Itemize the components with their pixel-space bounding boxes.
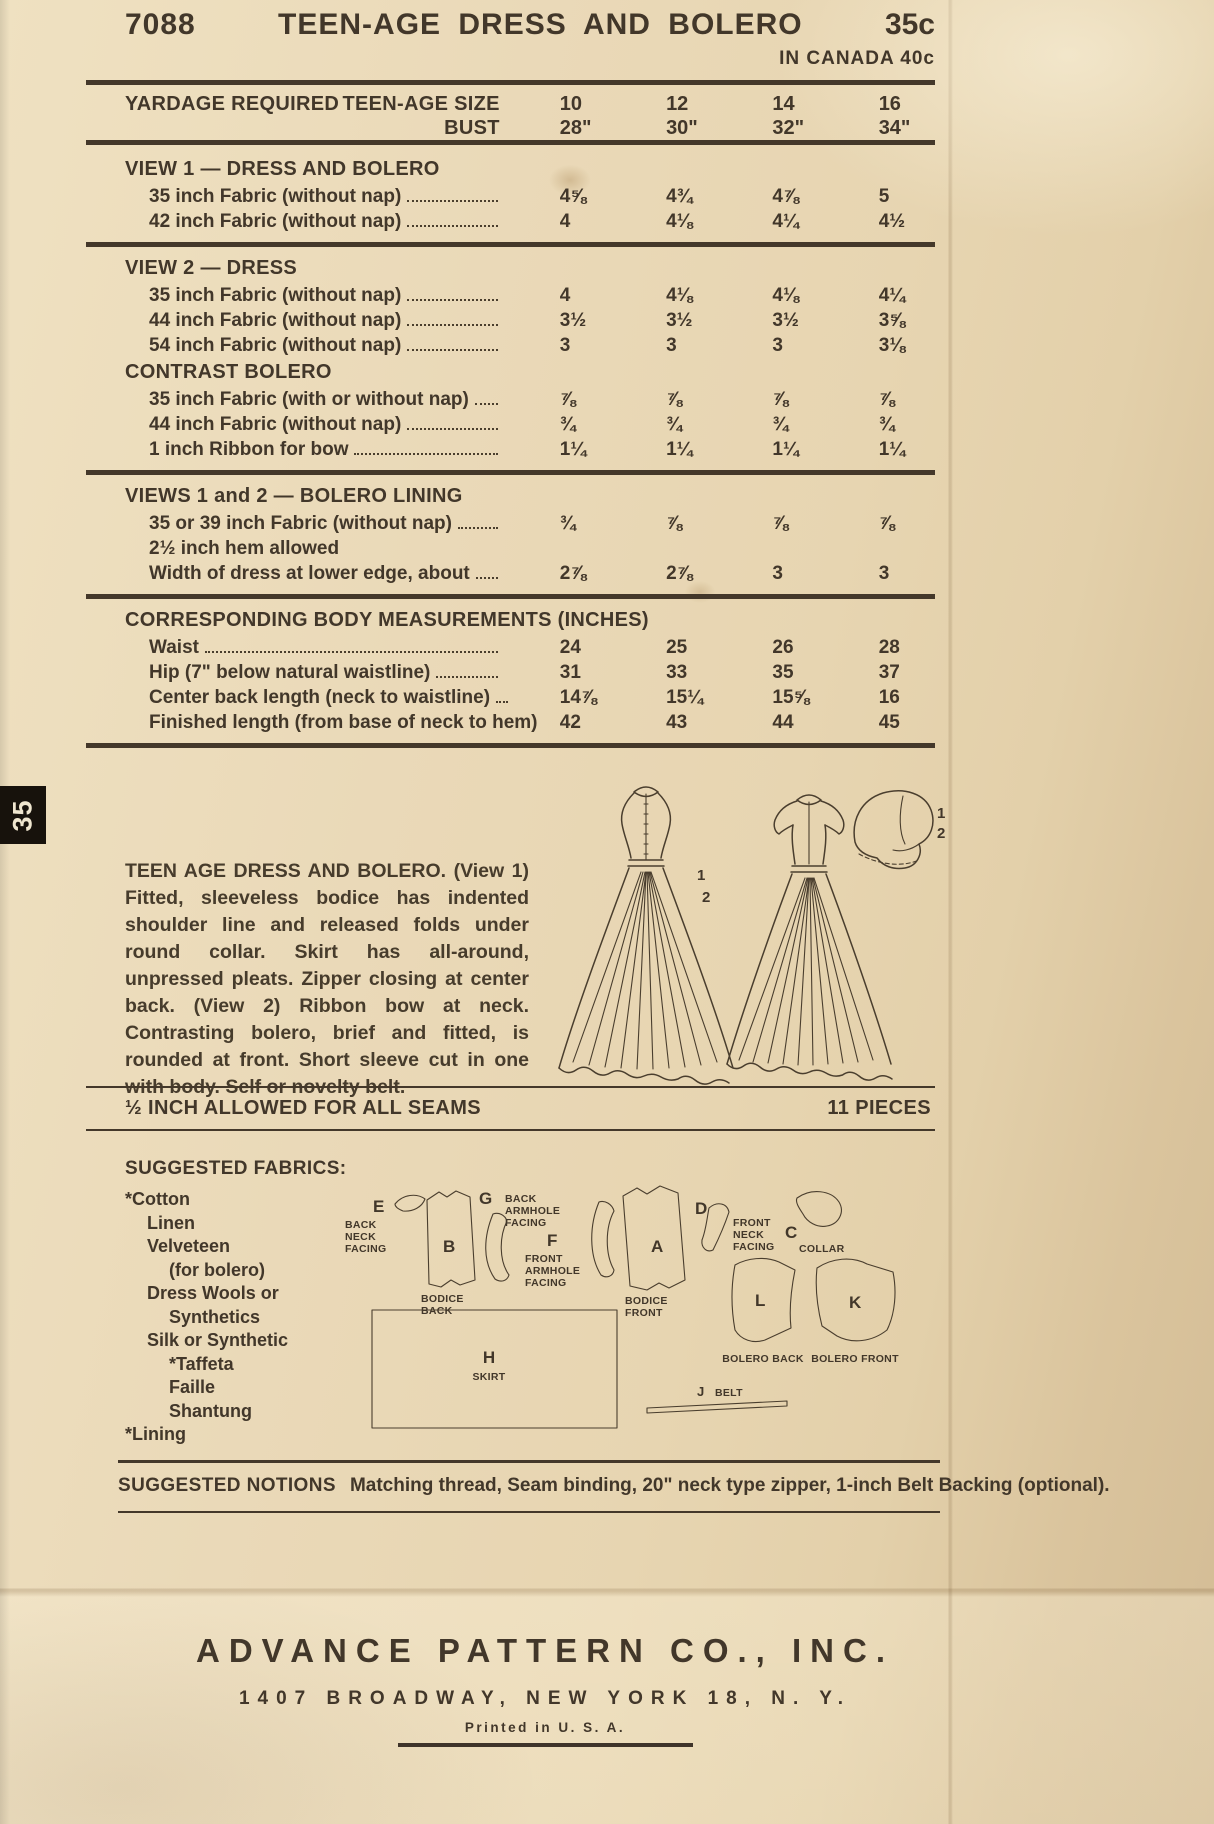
notions-section (118, 1460, 1110, 1513)
svg-text:F: F (547, 1231, 558, 1250)
cell-value: ⅞ (772, 513, 789, 534)
svg-text:BODICE: BODICE (421, 1293, 464, 1305)
cell-value: 28 (878, 637, 900, 658)
svg-text:FACING: FACING (345, 1243, 387, 1255)
cell-value: 3 (559, 335, 571, 356)
cell-value: 45 (878, 712, 900, 733)
size-tab (0, 786, 46, 844)
svg-text:A: A (651, 1237, 664, 1256)
cell-value: 3⅝ (878, 310, 906, 331)
cell-value: 3⅛ (878, 335, 906, 356)
section-title: VIEW 1 — DRESS AND BOLERO (125, 158, 440, 180)
cell-value: 24 (559, 637, 581, 658)
fabric-item: Linen (147, 1212, 195, 1233)
bust-value: 32" (772, 117, 805, 139)
svg-text:BOLERO BACK: BOLERO BACK (722, 1353, 804, 1365)
svg-text:B: B (443, 1237, 456, 1256)
row-label-text: 44 inch Fabric (without nap) (149, 310, 402, 331)
svg-text:BELT: BELT (715, 1387, 743, 1399)
yardage-section (125, 475, 935, 594)
row-label (125, 537, 510, 560)
cell-value: ¾ (772, 414, 789, 435)
svg-text:D: D (695, 1199, 708, 1218)
cell-value: ⅞ (559, 389, 576, 410)
cell-value: ¾ (559, 414, 576, 435)
cell-value: 25 (666, 637, 688, 658)
yardage-section (125, 148, 935, 242)
fabrics-section (125, 1158, 937, 1447)
row-label (125, 334, 510, 357)
cell-value: 3 (772, 335, 783, 356)
cell-value: 3½ (666, 310, 693, 331)
fabrics-heading: SUGGESTED FABRICS: (125, 1158, 347, 1179)
cell-value: 3½ (772, 310, 799, 331)
dotted-leader (496, 701, 508, 703)
row-label-text: Hip (7" below natural waistline) (149, 662, 431, 683)
row-label-text: Finished length (from base of neck to hem) (149, 712, 538, 733)
svg-text:SKIRT: SKIRT (472, 1371, 506, 1383)
svg-text:NECK: NECK (345, 1231, 376, 1243)
cell-value: 4 (559, 211, 571, 232)
footer (0, 1632, 1090, 1747)
svg-text:E: E (373, 1197, 385, 1216)
row-label (125, 388, 510, 411)
svg-text:BACK: BACK (421, 1305, 453, 1317)
yardage-heading: YARDAGE REQUIRED (125, 93, 340, 115)
notions-heading: SUGGESTED NOTIONS (118, 1475, 336, 1496)
fabric-item: *Lining (125, 1424, 186, 1444)
cell-value: 3 (666, 335, 677, 356)
yardage-sections (125, 148, 935, 748)
row-label-text: Center back length (neck to waistline) (149, 687, 491, 708)
piece-e (345, 1195, 425, 1255)
svg-text:BACK: BACK (345, 1219, 377, 1231)
cell-value: 43 (666, 712, 688, 733)
cell-value: 1¼ (878, 439, 906, 460)
svg-text:L: L (755, 1291, 766, 1310)
cell-value: ⅞ (666, 389, 682, 410)
row-label (125, 661, 510, 684)
cell-value: 2⅞ (559, 563, 587, 584)
cell-value: 5 (878, 186, 890, 207)
dress-view1-drawing (559, 787, 733, 1084)
table-row (125, 636, 935, 659)
dress-view2-drawing (727, 795, 892, 1080)
piece-l (722, 1258, 804, 1365)
row-label (125, 185, 510, 208)
view-number-label: 2 (937, 825, 946, 842)
row-label (125, 438, 510, 461)
piece-j (647, 1384, 787, 1413)
row-label-text: 35 inch Fabric (without nap) (149, 186, 402, 207)
table-row (125, 686, 935, 709)
cell-value: ¾ (666, 414, 682, 435)
row-label-text: Width of dress at lower edge, about (149, 563, 470, 584)
row-label (125, 686, 510, 709)
section-title: VIEWS 1 and 2 — BOLERO LINING (125, 485, 463, 507)
size-label: TEEN-AGE SIZE (342, 93, 500, 115)
table-row (125, 309, 935, 332)
dotted-leader (476, 577, 498, 579)
fabric-item: *Taffeta (169, 1353, 234, 1374)
fabric-item: Shantung (169, 1400, 252, 1421)
cell-value: 26 (772, 637, 794, 658)
svg-text:FACING: FACING (525, 1277, 567, 1289)
row-label-text: 35 inch Fabric (with or without nap) (149, 389, 469, 410)
table-row (125, 334, 935, 357)
piece-b (421, 1191, 475, 1317)
svg-text:BACK: BACK (505, 1193, 537, 1205)
pattern-pieces-diagram (317, 1180, 935, 1435)
svg-text:FACING: FACING (505, 1217, 547, 1229)
cell-value: 44 (772, 712, 794, 733)
printed-in-usa: Printed in U. S. A. (464, 1720, 626, 1735)
size-value: 10 (559, 93, 582, 115)
table-row (125, 438, 935, 461)
dotted-leader (205, 651, 498, 653)
dotted-leader (407, 200, 497, 202)
table-row (125, 284, 935, 307)
cell-value: 31 (559, 662, 581, 683)
row-label (125, 711, 538, 734)
fabric-item: *Cotton (125, 1189, 190, 1209)
company-name: ADVANCE PATTERN CO., INC. (195, 1632, 894, 1669)
section-title: CORRESPONDING BODY MEASUREMENTS (INCHES) (125, 609, 649, 631)
cell-value: 3 (878, 563, 890, 584)
dotted-leader (436, 676, 497, 678)
cell-value: 15⅝ (772, 687, 810, 708)
row-label-text: 42 inch Fabric (without nap) (149, 211, 402, 232)
size-value: 12 (666, 93, 689, 115)
svg-text:COLLAR: COLLAR (799, 1243, 845, 1255)
fabrics-list (125, 1180, 317, 1447)
table-row (125, 512, 935, 535)
bust-value: 28" (559, 117, 592, 139)
view-number-label: 1 (937, 805, 946, 822)
svg-text:K: K (849, 1293, 862, 1312)
svg-text:FRONT: FRONT (625, 1307, 663, 1319)
table-row (125, 210, 935, 233)
row-label (125, 284, 510, 307)
svg-text:J: J (697, 1384, 705, 1399)
row-label-text: 44 inch Fabric (without nap) (149, 414, 402, 435)
cell-value: 1¼ (772, 439, 799, 460)
dotted-leader (407, 299, 497, 301)
fashion-illustration (521, 780, 951, 1090)
cell-value: ⅞ (666, 513, 682, 534)
yardage-section (125, 599, 935, 743)
dotted-leader (407, 324, 497, 326)
table-row (125, 388, 935, 411)
table-row (125, 537, 935, 560)
bust-value: 34" (878, 117, 911, 139)
row-label-text: 54 inch Fabric (without nap) (149, 335, 402, 356)
cell-value: 4¼ (772, 211, 799, 232)
cell-value: 1¼ (559, 439, 587, 460)
piece-a (623, 1186, 685, 1319)
table-row (125, 661, 935, 684)
row-label (125, 512, 510, 535)
row-label (125, 309, 510, 332)
cell-value: 33 (666, 662, 688, 683)
row-label (125, 636, 510, 659)
dotted-leader (407, 428, 497, 430)
svg-text:C: C (785, 1223, 798, 1242)
cell-value: 2⅞ (666, 563, 693, 584)
size-value: 16 (878, 93, 901, 115)
header (125, 8, 935, 70)
size-value: 14 (772, 93, 795, 115)
svg-text:ARMHOLE: ARMHOLE (525, 1265, 581, 1277)
cell-value: 15¼ (666, 687, 704, 708)
seams-bar (86, 1086, 935, 1131)
piece-k (811, 1259, 899, 1365)
cell-value: ¾ (559, 513, 576, 534)
dotted-leader (475, 403, 498, 405)
row-label-text: 35 inch Fabric (without nap) (149, 285, 402, 306)
cell-value: 4⅛ (772, 285, 799, 306)
piece-h (372, 1310, 617, 1428)
canada-price: IN CANADA 40c (779, 48, 935, 69)
footer-rule (398, 1743, 693, 1747)
cell-value: 35 (772, 662, 794, 683)
fabric-item: Synthetics (169, 1306, 261, 1327)
cell-value: 42 (559, 712, 581, 733)
svg-text:FACING: FACING (733, 1241, 775, 1253)
cell-value: 4⅞ (772, 186, 799, 207)
cell-value: 3½ (559, 310, 587, 331)
cell-value: 3 (772, 563, 783, 584)
pattern-number: 7088 (125, 8, 196, 41)
cell-value: ⅞ (772, 389, 789, 410)
cell-value: ⅞ (878, 513, 895, 534)
row-label (125, 210, 510, 233)
section-title: VIEW 2 — DRESS (125, 257, 298, 279)
row-label-text: 1 inch Ribbon for bow (149, 439, 349, 460)
cell-value: 37 (878, 662, 900, 683)
cell-value: 1¼ (666, 439, 693, 460)
cell-value: 4¼ (878, 285, 906, 306)
company-address: 1407 BROADWAY, NEW YORK 18, N. Y. (238, 1688, 852, 1709)
svg-text:FRONT: FRONT (733, 1217, 771, 1229)
size-tab-number: 35 (7, 798, 38, 832)
cell-value: 4¾ (666, 186, 693, 207)
row-label-text: 2½ inch hem allowed (149, 538, 340, 559)
yardage-section (125, 247, 935, 470)
table-row (125, 413, 935, 436)
cell-value: ¾ (878, 414, 895, 435)
piece-c (785, 1192, 845, 1255)
cell-value: 4 (559, 285, 571, 306)
fabric-item: Silk or Synthetic (147, 1330, 289, 1350)
yardage-table-head (125, 92, 935, 140)
description-block (125, 782, 946, 1098)
divider-rule (86, 80, 935, 85)
svg-text:H: H (482, 1348, 496, 1367)
fabric-item: (for bolero) (169, 1259, 265, 1280)
svg-text:G: G (479, 1189, 493, 1208)
table-row (125, 185, 935, 208)
dotted-leader (458, 527, 498, 529)
divider-rule (86, 140, 935, 145)
svg-text:FRONT: FRONT (525, 1253, 563, 1265)
divider-rule (86, 743, 935, 748)
row-label-text: Waist (149, 637, 199, 658)
view-number-label: 2 (702, 889, 711, 906)
dotted-leader (354, 453, 497, 455)
svg-text:NECK: NECK (733, 1229, 764, 1241)
row-label-text: 35 or 39 inch Fabric (without nap) (149, 513, 452, 534)
svg-text:ARMHOLE: ARMHOLE (505, 1205, 561, 1217)
svg-text:BOLERO FRONT: BOLERO FRONT (811, 1353, 899, 1365)
section-title: CONTRAST BOLERO (125, 361, 332, 383)
cell-value: ⅞ (878, 389, 895, 410)
fabric-item: Velveteen (147, 1236, 231, 1256)
pieces-count: 11 PIECES (827, 1097, 931, 1119)
table-row (125, 711, 935, 734)
price: 35c (884, 8, 935, 41)
page-title: TEEN-AGE DRESS AND BOLERO (278, 8, 803, 41)
svg-text:BODICE: BODICE (625, 1295, 668, 1307)
bust-label: BUST (444, 117, 500, 139)
fabric-item: Faille (169, 1377, 216, 1397)
style-description: TEEN AGE DRESS AND BOLERO. (View 1) Fitted, sleeveless bodice has indented shoulder line and released folds under round collar. Skirt has all-around, unpressed pleats. Zipper closing at center back. (View 2) Ribbon bow at neck. Contrasting bolero, brief and fitted, is rounded at front. Short sleeve cut in one with body. Self or novelty belt. (125, 859, 529, 1098)
row-label (125, 413, 510, 436)
bolero-drawing (854, 791, 933, 869)
row-label (125, 562, 510, 585)
fabric-item: Dress Wools or (147, 1283, 279, 1303)
cell-value: 4⅛ (666, 211, 693, 232)
cell-value: 4⅛ (666, 285, 693, 306)
dotted-leader (407, 225, 497, 227)
piece-d (695, 1199, 774, 1253)
view-number-label: 1 (697, 867, 706, 884)
dotted-leader (407, 349, 497, 351)
table-row (125, 562, 935, 585)
cell-value: 4½ (878, 211, 906, 232)
cell-value: 4⅝ (559, 186, 587, 207)
cell-value: 16 (878, 687, 900, 708)
notions-text: Matching thread, Seam binding, 20" neck type zipper, 1-inch Belt Backing (optional). (349, 1475, 1110, 1496)
cell-value: 14⅞ (559, 687, 597, 708)
seam-allowance-note: ½ INCH ALLOWED FOR ALL SEAMS (125, 1097, 482, 1119)
bust-value: 30" (666, 117, 698, 139)
